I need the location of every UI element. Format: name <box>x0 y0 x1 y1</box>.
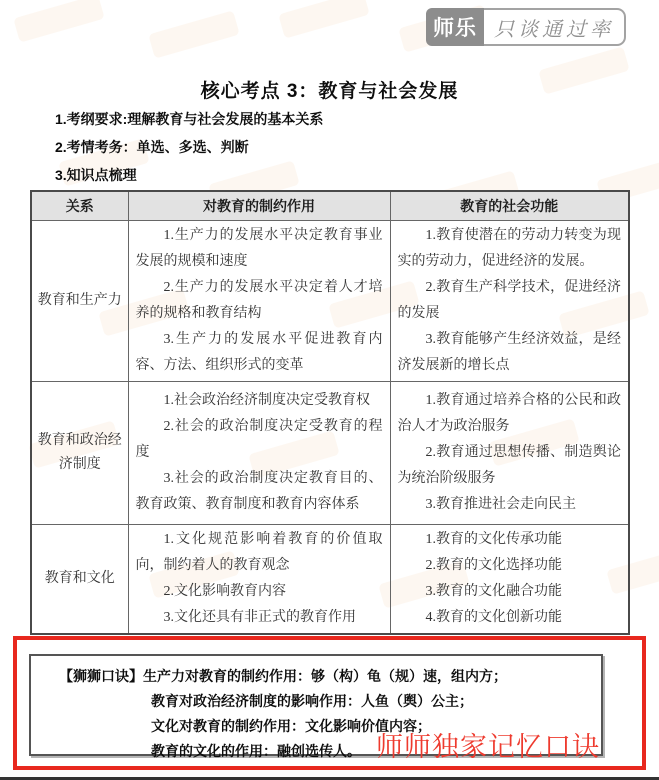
brand-slogan: 只谈通过率 <box>484 8 626 46</box>
background-watermark <box>278 0 369 39</box>
mnemonic-line: 【狮狮口诀】生产力对教育的制约作用：够（构）龟（规）速，组内方； <box>59 668 507 684</box>
header-relation: 关系 <box>31 191 128 221</box>
cell-item: 2.社会的政治制度决定受教育的程度 <box>135 419 383 460</box>
mnemonic-tag: 【狮狮口诀】 <box>59 668 143 684</box>
cell-item: 1.文化规范影响着教育的价值取向，制约着人的教育观念 <box>135 532 383 573</box>
relation-cell: 教育和政治经济制度 <box>31 382 128 525</box>
relation-cell: 教育和生产力 <box>31 221 128 382</box>
background-watermark <box>13 0 104 43</box>
page-title: 核心考点 3：教育与社会发展 <box>200 81 459 102</box>
brand-logo-text: 师乐 <box>426 8 484 46</box>
mnemonic-line: 文化对教育的制约作用：文化影响价值内容； <box>151 718 431 734</box>
cell-item: 1.社会政治经济制度决定受教育权 <box>163 393 370 408</box>
brand-logo <box>426 8 626 46</box>
cell-item: 2.教育通过思想传播、制造舆论为统治阶级服务 <box>397 445 621 486</box>
intro-line-knowledge: 3.知识点梳理 <box>55 167 137 183</box>
cell-item: 4.教育的文化创新功能 <box>425 610 562 625</box>
mnemonic-highlight-box <box>13 636 646 770</box>
knowledge-table <box>30 190 630 635</box>
cell-item: 3.教育能够产生经济效益，是经济发展新的增长点 <box>397 332 621 373</box>
cell-item: 3.教育推进社会走向民主 <box>425 497 576 512</box>
mnemonic-stamp: 师师独家记忆口诀 <box>376 732 600 762</box>
cell-item: 1.教育通过培养合格的公民和政治人才为政治服务 <box>397 393 621 434</box>
cell-item: 2.生产力的发展水平决定着人才培养的规格和教育结构 <box>135 280 383 321</box>
intro-line-outline: 1.考纲要求:理解教育与社会发展的基本关系 <box>55 111 324 127</box>
cell-item: 3.社会的政治制度决定教育目的、教育政策、教育制度和教育内容体系 <box>135 471 383 512</box>
functions-cell <box>390 221 629 382</box>
functions-cell <box>390 382 629 525</box>
cell-item: 3.文化还具有非正式的教育作用 <box>163 610 356 625</box>
table-header-row <box>31 191 629 221</box>
intro-line-exam: 2.考情考务：单选、多选、判断 <box>55 139 249 155</box>
cell-item: 3.教育的文化融合功能 <box>425 584 562 599</box>
constraints-cell <box>128 525 390 635</box>
background-watermark <box>148 10 239 58</box>
relation-cell: 教育和文化 <box>31 525 128 635</box>
cell-item: 2.教育的文化选择功能 <box>425 558 562 573</box>
cell-item: 1.生产力的发展水平决定教育事业发展的规模和速度 <box>135 228 383 269</box>
functions-cell <box>390 525 629 635</box>
table-row <box>31 525 629 635</box>
knowledge-table-body <box>31 221 629 635</box>
cell-item: 1.教育使潜在的劳动力转变为现实的劳动力，促进经济的发展。 <box>397 228 621 269</box>
table-row <box>31 221 629 382</box>
cell-item: 3.生产力的发展水平促进教育内容、方法、组织形式的变革 <box>135 332 383 373</box>
cell-item: 1.教育的文化传承功能 <box>425 532 562 547</box>
header-constraints: 对教育的制约作用 <box>128 191 390 221</box>
cell-item: 2.文化影响教育内容 <box>163 584 286 599</box>
header-functions: 教育的社会功能 <box>390 191 629 221</box>
constraints-cell <box>128 221 390 382</box>
table-row <box>31 382 629 525</box>
intro-list <box>55 112 323 196</box>
mnemonic-line: 教育对政治经济制度的影响作用：人鱼（舆）公主； <box>151 693 473 709</box>
constraints-cell <box>128 382 390 525</box>
cell-item: 2.教育生产科学技术，促进经济的发展 <box>397 280 621 321</box>
mnemonic-line: 教育的文化的作用：融创选传人。 <box>151 743 361 759</box>
